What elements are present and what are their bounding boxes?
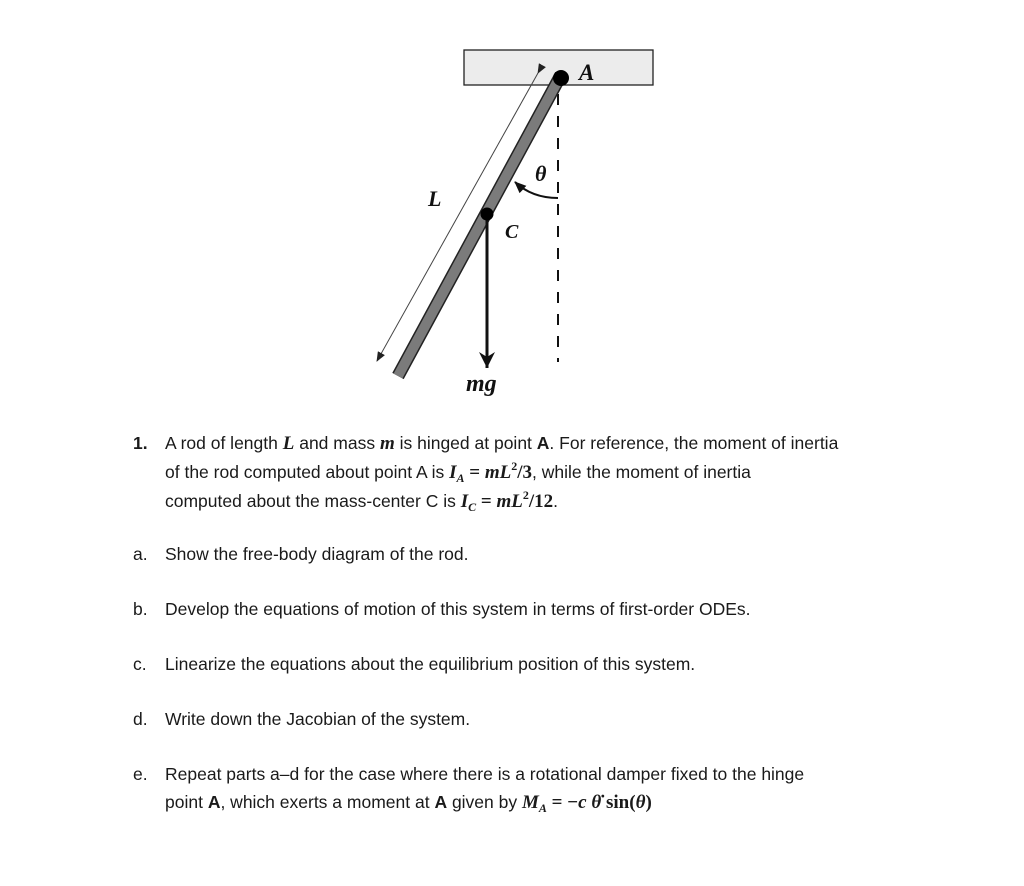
part-e-line-2: point A, which exerts a moment at A given by $M_A = -c$ θ̇ sin(θ): [165, 792, 652, 815]
problem-line-3: computed about the mass-center C is $I_C = mL^2/12$.: [165, 488, 558, 514]
rod-pendulum-figure: [0, 0, 1024, 420]
part-e-line-1: Repeat parts a–d for the case where there is a rotational damper fixed to the hinge: [165, 764, 805, 784]
problem-line-2: of the rod computed about point A is $I_A = mL^2/3$, while the moment of inertia: [165, 459, 751, 485]
part-b-label: b.: [133, 599, 148, 619]
part-c-label: c.: [133, 654, 147, 674]
hinge-point-dot: [553, 70, 569, 86]
part-a-label: a.: [133, 544, 148, 564]
problem-number: 1.: [133, 433, 148, 453]
part-e-label: e.: [133, 764, 148, 784]
part-d-label: d.: [133, 709, 148, 729]
problem-statement: [165, 429, 925, 516]
label-L: L: [428, 186, 442, 211]
part-a-text: Show the free-body diagram of the rod.: [165, 544, 469, 564]
problem-line-1: A rod of length L and mass m is hinged at point A. For reference, the moment of inertia: [165, 433, 839, 454]
mass-center-dot: [481, 208, 494, 221]
part-c-text: Linearize the equations about the equilibrium position of this system.: [165, 654, 696, 674]
part-b-text: Develop the equations of motion of this system in terms of first-order ODEs.: [165, 599, 751, 619]
length-dimension-arrow: [377, 73, 538, 361]
part-e-text: [165, 760, 945, 817]
label-A: A: [579, 60, 595, 85]
label-mg: mg: [466, 371, 497, 397]
label-C: C: [505, 221, 519, 243]
rod-fill: [398, 75, 561, 376]
part-d-text: Write down the Jacobian of the system.: [165, 709, 471, 729]
label-theta: θ: [535, 161, 547, 186]
